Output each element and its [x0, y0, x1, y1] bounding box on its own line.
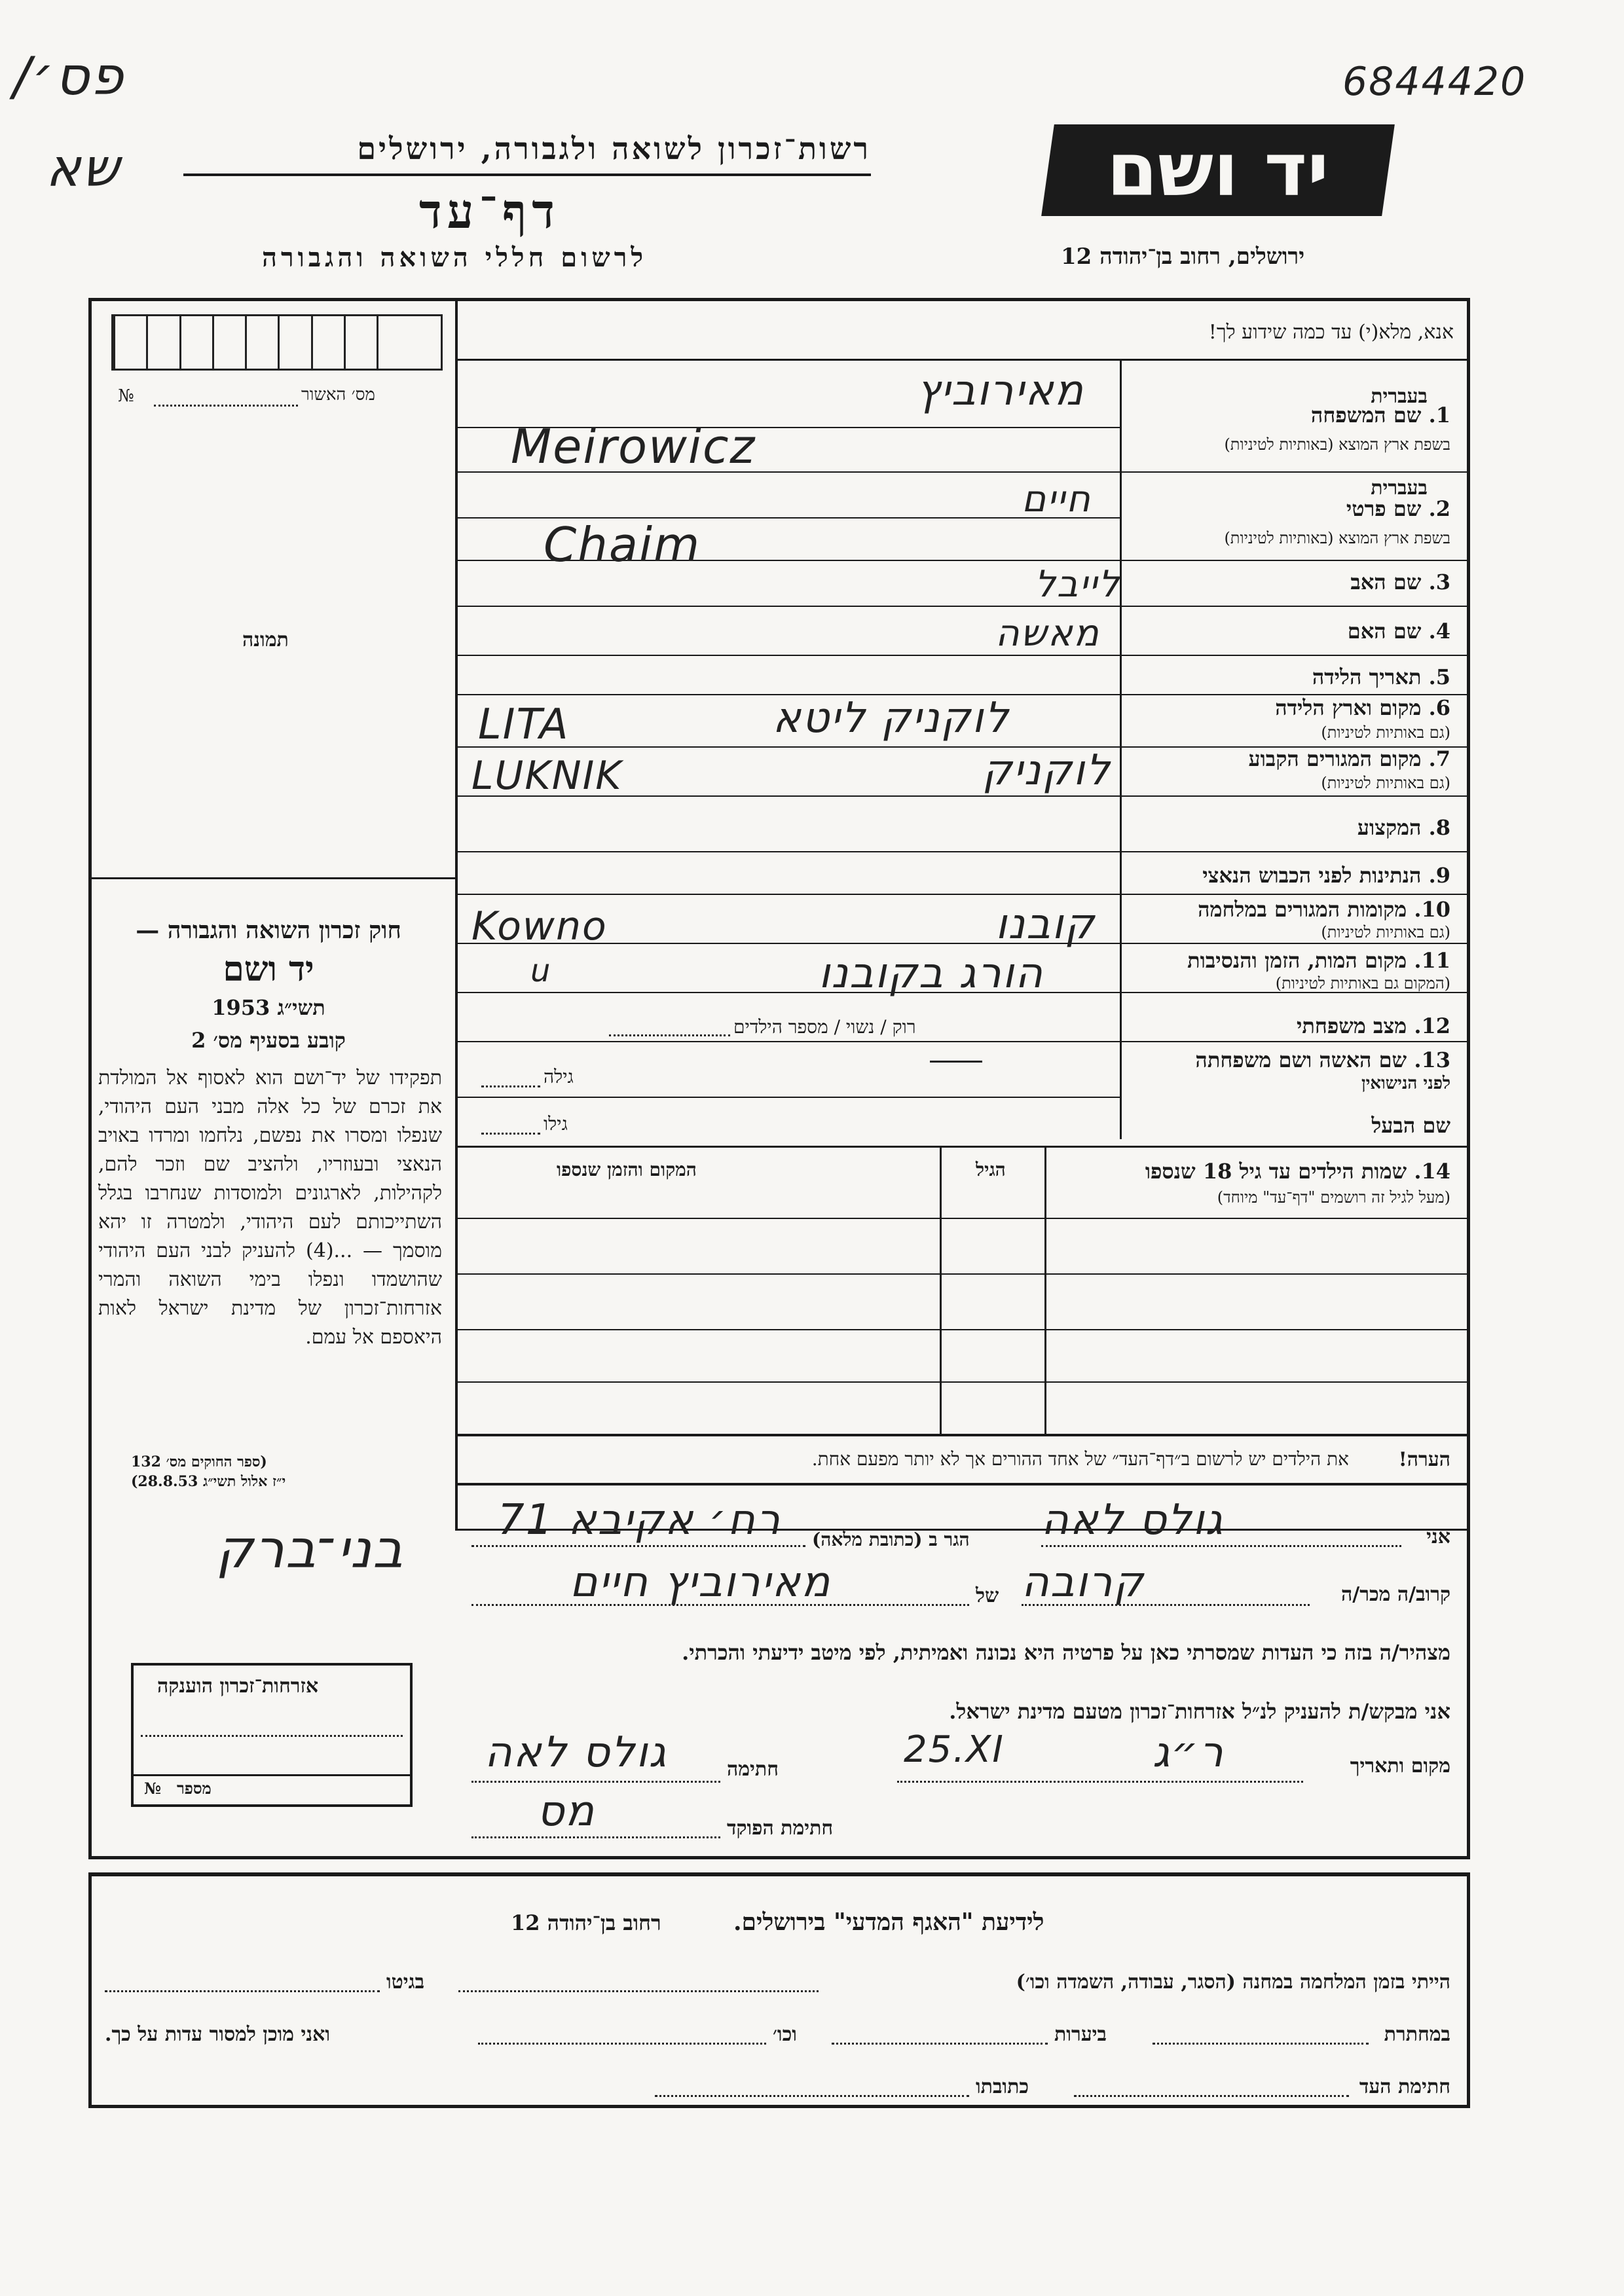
birthplace-latin: LITA	[478, 701, 570, 749]
field-residence-sub: (גם באותיות לטיניות)	[1321, 774, 1450, 792]
authority-name: רשות־זכרון לשואה ולגבורה, ירושלים	[357, 131, 871, 166]
field-citizenship-label: 9. הנתינות לפני הכבוש הנאצי	[1202, 863, 1450, 888]
field-firstname-label: 2. שם פרטי	[1346, 496, 1450, 521]
firstname-hebrew: חיים	[1022, 478, 1092, 520]
declaration-statement: מצהיר/ה בזה כי העדות שמסרתי כאן על פרטיה היא נכונה ואמיתית, לפי מיטב ידיעתי והכרתי.	[682, 1640, 1450, 1665]
footer-line1-camp: הייתי בזמן המלחמה במחנה (הסגר, עבודה, השמדה וכו׳)	[1016, 1971, 1450, 1994]
law-title: חוק זכרון השואה והגבורה —	[136, 917, 401, 944]
field-profession-label: 8. המקצוע	[1357, 815, 1450, 840]
surname-latin: Meirowicz	[511, 419, 756, 474]
footer-line2-etc: וכו׳	[773, 2023, 797, 2046]
footer-line3-witness-sig: חתימת העד	[1359, 2075, 1450, 2098]
law-ref-1: (ספר החוקים מס׳ 132	[131, 1453, 267, 1470]
children-col-age: הגיל	[976, 1159, 1006, 1180]
field-family-status-label: 12. מצב משפחתי	[1297, 1013, 1450, 1038]
field-wife-label: 13. שם האשה ושם משפחתה	[1195, 1048, 1450, 1072]
children-col-place-time: המקום והזמן שנספו	[557, 1159, 697, 1180]
field-children-sub: (מעל לגיל זה רושמים "דף־עד" מיוחד)	[1217, 1188, 1450, 1207]
handwritten-city: בני־ברק	[216, 1519, 405, 1580]
field-surname-sub: בשפת ארץ המוצא (באותיות לטיניות)	[1224, 435, 1450, 454]
husband-label: שם הבעל	[1371, 1113, 1450, 1138]
death-place-latin: u	[530, 953, 552, 989]
declarant-address: רח׳ אקיבא 71	[498, 1496, 781, 1544]
field-mother-label: 4. שם האם	[1347, 619, 1450, 644]
field-firstname-sub: בשפת ארץ המוצא (באותיות לטיניות)	[1224, 529, 1450, 547]
form-title: דף־עד	[419, 183, 560, 239]
field-father-label: 3. שם האב	[1350, 570, 1450, 594]
place-value: ר״ג	[1153, 1728, 1225, 1777]
footer-title: לידיעת "האגף המדעי" בירושלים.	[733, 1908, 1044, 1936]
citizenship-box-title: אזרחות־זכרון הוענקה	[157, 1675, 319, 1698]
law-name: יד ושם	[223, 949, 314, 989]
form-subtitle: לרשום חללי השואה והגבורה	[262, 242, 648, 273]
mother-name: מאשה	[995, 612, 1100, 655]
law-text: תפקידו של יד־ושם הוא לאסוף אל המולדת את זכרם של כל אלה מבני העם היהודי, שנפלו ומסרו את נפשם, נלחמו ומרדו באויב הנאצי ובעוזריו, ולהציב שם וזכר להם, לקהילות, לארגונים ולמוסדות שנחרבו בגלל השתייכותם לעם היהודי, ולמטרה זו יהא מוסמך — ...(4) להעניק לבני העם היהודי שהושמדו ונפלו בימי השואה והמרי אזרחות־זכרון של מדינת ישראל לאות היאספם אל עמם.	[98, 1066, 442, 1349]
law-year: תשי״ג 1953	[212, 995, 325, 1020]
approval-boxes	[111, 314, 443, 371]
officer-signature-value: מס	[537, 1787, 595, 1836]
war-residence-hebrew: קובנו	[995, 900, 1096, 949]
photo-label: תמונה	[242, 629, 289, 651]
corner-note-2: שא	[46, 137, 121, 198]
war-residence-latin: Kowno	[471, 903, 608, 949]
address-header: ירושלים, רחוב בן־יהודה 12	[1061, 244, 1305, 270]
declarant-label: אני	[1426, 1525, 1450, 1548]
family-status-options: רוק / נשוי / מספר הילדים	[733, 1016, 916, 1038]
field-war-residence-label: 10. מקומות המגורים במלחמה	[1198, 897, 1450, 922]
approval-no-sign: №	[118, 386, 134, 406]
husband-age-label: גילו	[544, 1113, 568, 1135]
archive-number: 6844420	[1342, 59, 1527, 105]
corner-note-1: פס׳/	[13, 46, 125, 107]
footer-line2-forests: ביערות	[1054, 2023, 1107, 2046]
relation-value: קרובה	[1022, 1558, 1145, 1607]
footer-line2-ready: ואני מוכן למסור עדות על כך.	[105, 2023, 331, 2046]
date-value: 25.XI	[904, 1728, 1005, 1771]
signature-value: גולס לאה	[485, 1728, 668, 1777]
field-death-sub: (המקום גם באותיות לטיניות)	[1275, 974, 1450, 993]
law-ref-2: י״ז אלול תשי״ג 28.8.53)	[131, 1473, 286, 1490]
footer-line2-underground: במחתרת	[1384, 2023, 1450, 2046]
residence-hebrew: לוקניק	[982, 746, 1111, 795]
field-surname-label: 1. שם המשפחה	[1310, 403, 1450, 428]
surname-hebrew: מאירוביץ	[917, 367, 1084, 415]
hebrew-tag-2: בעברית	[1371, 477, 1428, 500]
hebrew-tag-1: בעברית	[1371, 385, 1428, 408]
resident-label: הגר ב (כתובת מלאה)	[812, 1529, 970, 1550]
of-label: של	[976, 1584, 999, 1607]
footer-address: רחוב בן־יהודה 12	[511, 1910, 661, 1935]
firstname-latin: Chaim	[544, 517, 701, 572]
field-wife-sub: לפני הנישואין	[1361, 1074, 1450, 1093]
victim-name: מאירוביץ חיים	[570, 1558, 832, 1607]
father-name: לייבל	[1035, 563, 1121, 606]
field-death-label: 11. מקום המות, הזמן והנסיבות	[1187, 948, 1450, 973]
approval-no-label: מס׳ האשור	[301, 385, 375, 405]
death-place-hebrew: הורג בקובנו	[819, 949, 1044, 998]
instructions: אנא, מלא(י) עד כמה שידוע לך!	[1208, 321, 1454, 344]
note-label: הערה!	[1398, 1448, 1450, 1471]
residence-latin: LUKNIK	[471, 753, 623, 799]
signature-label: חתימה	[727, 1758, 779, 1781]
wife-age-label: גילה	[544, 1066, 574, 1087]
yad-vashem-logo: יד ושם	[1041, 124, 1395, 216]
declarant-name: גולס לאה	[1041, 1496, 1225, 1544]
footer-line3-address: כתובתו	[976, 2075, 1029, 2098]
field-birthdate-label: 5. תאריך הלידה	[1312, 665, 1450, 689]
field-birthplace-sub: (גם באותיות לטיניות)	[1321, 723, 1450, 742]
relative-label: קרוב/ה מכר/ה	[1341, 1583, 1450, 1606]
declaration-request: אני מבקש/ת להעניק לנ״ל אזרחות־זכרון מטעם מדינת ישראל.	[949, 1699, 1450, 1724]
note-text: את הילדים יש לרשום ב״דף־העד״ של אחד ההורים אך לא יותר מפעם אחת.	[811, 1448, 1349, 1470]
field-war-residence-sub: (גם באותיות לטיניות)	[1321, 923, 1450, 941]
birthplace-hebrew: לוקניק ליטא	[773, 694, 1010, 742]
field-children-label: 14. שמות הילדים עד גיל 18 שנספו	[1145, 1159, 1450, 1184]
citizenship-number-label: מספר	[177, 1779, 212, 1798]
footer-line1-ghetto: בגיטו	[386, 1971, 425, 1994]
citizenship-no-sign: №	[144, 1779, 162, 1798]
law-clause: קובע בסעיף מס׳ 2	[191, 1028, 346, 1053]
place-date-label: מקום ותאריך	[1350, 1755, 1450, 1777]
field-birthplace-label: 6. מקום וארץ הלידה	[1275, 695, 1450, 720]
officer-signature-label: חתימת הפוקד	[727, 1817, 834, 1840]
field-residence-label: 7. מקום המגורים הקבוע	[1248, 746, 1450, 771]
